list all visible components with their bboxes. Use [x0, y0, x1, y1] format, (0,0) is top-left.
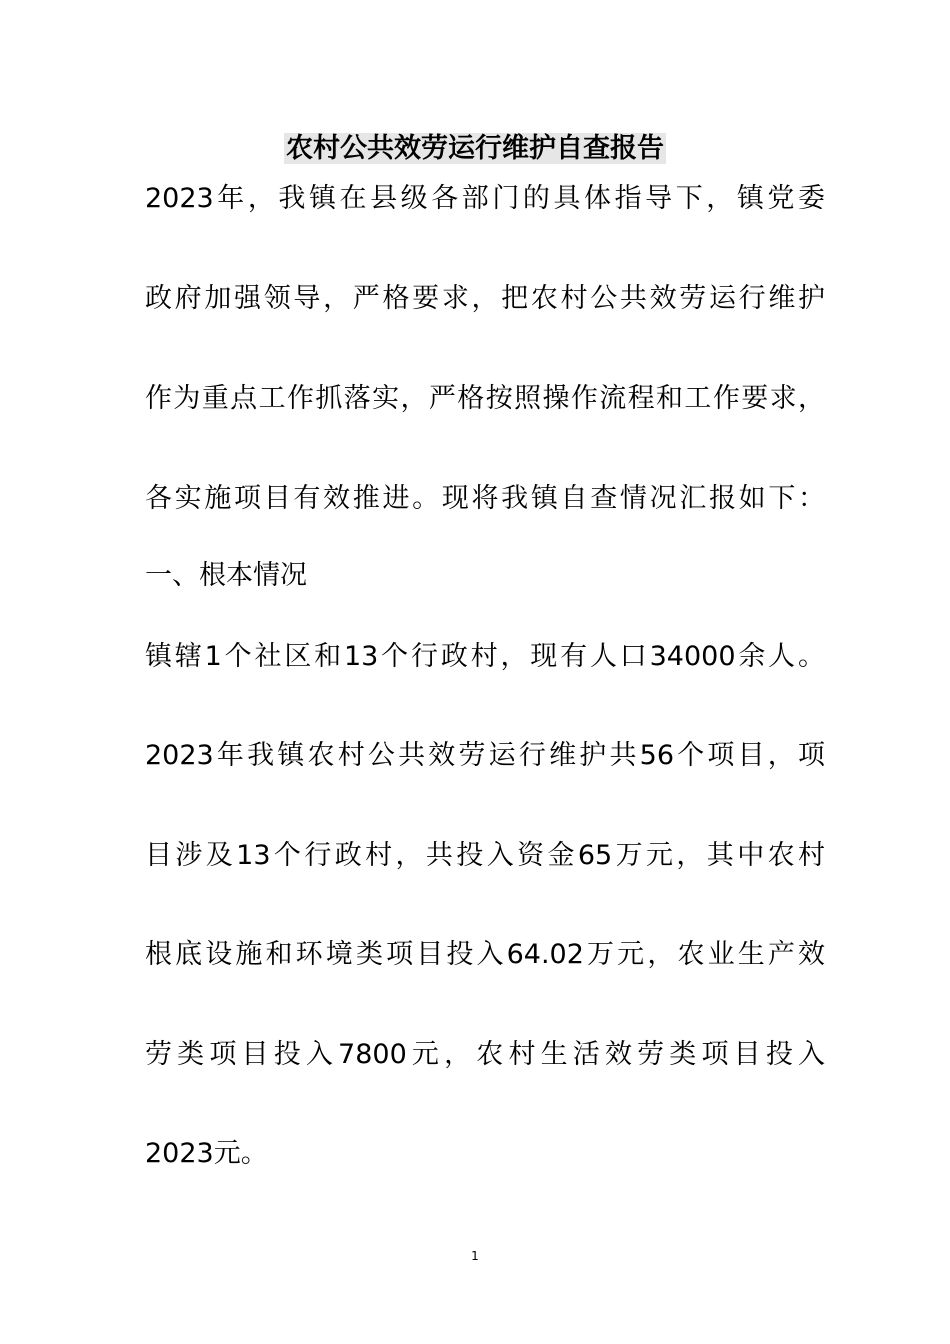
paragraph-line: 各实施项目有效推进。现将我镇自查情况汇报如下： [145, 483, 825, 514]
paragraph-line: 根底设施和环境类项目投入64.02万元，农业生产效 [145, 939, 825, 970]
document-title [0, 131, 950, 167]
paragraph-line: 目涉及13个行政村，共投入资金65万元，其中农村 [145, 840, 825, 871]
page-number: 1 [471, 1249, 479, 1263]
paragraph-line: 政府加强领导，严格要求，把农村公共效劳运行维护 [145, 283, 825, 314]
paragraph-line: 2023年我镇农村公共效劳运行维护共56个项目，项 [145, 740, 825, 771]
paragraph-line: 2023年，我镇在县级各部门的具体指导下，镇党委 [145, 183, 825, 214]
paragraph-line: 劳类项目投入7800元，农村生活效劳类项目投入 [145, 1039, 825, 1070]
section-heading: 一、根本情况 [145, 560, 307, 591]
paragraph-line: 镇辖1个社区和13个行政村，现有人口34000余人。 [145, 641, 825, 672]
paragraph-line: 2023元。 [145, 1138, 268, 1169]
document-title-text: 农村公共效劳运行维护自查报告 [286, 133, 664, 164]
paragraph-line: 作为重点工作抓落实，严格按照操作流程和工作要求， [145, 383, 825, 414]
